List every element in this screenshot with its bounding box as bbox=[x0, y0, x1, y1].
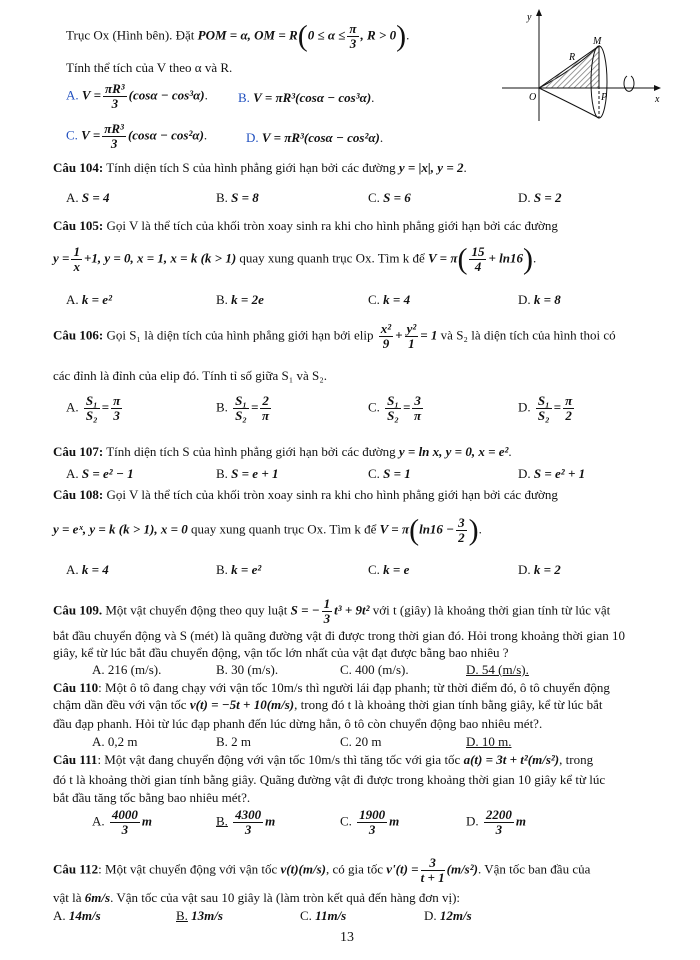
q110-option-b: B. 2 m bbox=[216, 734, 252, 749]
q108-option-c: C. k = e bbox=[368, 562, 410, 577]
q107-option-a: A. S = e² − 1 bbox=[66, 466, 134, 481]
q104-stem: Câu 104: Tính diện tích S của hình phẳng giới hạn bởi các đường y = |x|, y = 2. bbox=[53, 160, 467, 175]
y-axis-arrow-icon bbox=[536, 9, 542, 16]
q106-option-c: C. $\frac{\text{S₁}}{\text{S₂}}$ = $\frac{3}{\pi}$ bbox=[368, 393, 422, 423]
q105-stem-line2: y = $\frac{1}{x}$ +1, y = 0, x = 1, x = k (k > 1) quay xung quanh trục Ox. Tìm k để V = π( $\frac{15}{4}$ + ln16). bbox=[53, 242, 537, 276]
q112-stem-line1: Câu 112: Một vật chuyển động với vận tốc v(t)(m/s), có gia tốc v'(t) = $\frac{3}{t + 1}$ (m/s²). Vận tốc ban đầu của bbox=[53, 855, 591, 885]
q111-stem-line1: Câu 111: Một vật đang chuyển động với vận tốc 10m/s thì tăng tốc với gia tốc a(t) = 3t + t²(m/s²), trong bbox=[53, 752, 594, 767]
q112-option-b: B. 13m/s bbox=[176, 908, 223, 923]
q104-option-b: B. S = 8 bbox=[216, 190, 259, 205]
q110-option-d: D. 10 m. bbox=[466, 734, 512, 749]
q111-option-c: C. $\frac{1900}{3}$ m bbox=[340, 807, 400, 837]
q106-option-d: D. $\frac{\text{S₁}}{\text{S₂}}$ = $\frac{\pi}{2}$ bbox=[518, 393, 573, 423]
q109-option-c: C. 400 (m/s). bbox=[340, 662, 409, 677]
q110-stem-line1: Câu 110: Một ô tô đang chạy với vận tốc 10m/s thì người lái đạp phanh; từ thời điểm đó, ô tô chuyển động bbox=[53, 680, 610, 695]
q110-stem-line2: chậm dần đều với vận tốc v(t) = −5t + 10(m/s), trong đó t là khoảng thời gian tính bằng giây, kể từ lúc bắt bbox=[53, 697, 603, 712]
q105-option-a: A. k = e² bbox=[66, 292, 112, 307]
q105-option-c: C. k = 4 bbox=[368, 292, 411, 307]
q108-stem-line1: Câu 108: Gọi V là thể tích của khối tròn xoay sinh ra khi cho hình phẳng giới hạn bởi các đường bbox=[53, 487, 558, 502]
q106-stem-line1: Câu 106: Gọi S₁ là diện tích của hình phẳng giới hạn bởi elip $\frac{\text{x²}}{9}$ + $\frac{\text{y²}}{1}$ = 1 và S₂ là diện tích của hình thoi có bbox=[53, 321, 616, 351]
q108-stem-line2: y = eˣ, y = k (k > 1), x = 0 quay xung quanh trục Ox. Tìm k để V = π(ln16 − $\frac{3}{2}$ ). bbox=[53, 513, 482, 547]
q109-stem-line2: bắt đầu chuyển động và S (mét) là quãng đường vật đi được trong thời gian đó. Hỏi trong khoảng thời gian 10 bbox=[53, 628, 625, 643]
q111-option-a: A. $\frac{4000}{3}$ m bbox=[92, 807, 153, 837]
q112-option-d: D. 12m/s bbox=[424, 908, 472, 923]
q105-stem-line1: Câu 105: Gọi V là thể tích của khối tròn xoay sinh ra khi cho hình phẳng giới hạn bởi các đường bbox=[53, 218, 558, 233]
q112-stem-line2: vật là 6m/s. Vận tốc của vật sau 10 giây là (làm tròn kết quả đến hàng đơn vị): bbox=[53, 890, 461, 905]
q106-option-b: B. $\frac{\text{S₁}}{\text{S₂}}$ = $\frac{2}{\pi}$ bbox=[216, 393, 270, 423]
q110-option-c: C. 20 m bbox=[340, 734, 382, 749]
q107-option-b: B. S = e + 1 bbox=[216, 466, 279, 481]
svg-text:O: O bbox=[529, 92, 537, 103]
q109-option-a: A. 216 (m/s). bbox=[92, 662, 162, 677]
intro-line1: Trục Ox (Hình bên). Đặt POM = α, OM = R(0 ≤ α ≤ $\frac{\pi}{3}$ , R > 0). bbox=[66, 19, 410, 53]
q111-option-d: D. $\frac{2200}{3}$ m bbox=[466, 807, 527, 837]
q106-stem-line2: các đỉnh là đỉnh của elip đó. Tính tỉ số giữa S₁ và S₂. bbox=[53, 368, 328, 383]
q104-option-a: A. S = 4 bbox=[66, 190, 110, 205]
q110-stem-line3: đầu đạp phanh. Hỏi từ lúc đạp phanh đến lúc dừng hẳn, ô tô còn chuyển động bao nhiêu mét?. bbox=[53, 716, 543, 731]
svg-text:M: M bbox=[593, 36, 602, 47]
svg-text:P: P bbox=[601, 92, 608, 103]
q107-option-d: D. S = e² + 1 bbox=[518, 466, 586, 481]
intro-option-a: A. V = $\frac{\text{πR³}}{3}$ (cosα − cos³α). bbox=[66, 81, 208, 111]
q107-option-c: C. S = 1 bbox=[368, 466, 411, 481]
q106-option-a: A. $\frac{\text{S₁}}{\text{S₂}}$ = $\frac{\pi}{3}$ bbox=[66, 393, 121, 423]
svg-text:y: y bbox=[527, 12, 532, 23]
q104-option-c: C. S = 6 bbox=[368, 190, 411, 205]
intro-option-c: C. V = $\frac{\text{πR³}}{3}$ (cosα − cos²α). bbox=[66, 121, 208, 151]
svg-text:R: R bbox=[569, 52, 576, 63]
q108-option-b: B. k = e² bbox=[216, 562, 262, 577]
q109-stem-line1: Câu 109. Một vật chuyển động theo quy luật S = − $\frac{1}{3}$ t³ + 9t² với t (giây) là khoảng thời gian tính từ lúc vật bbox=[53, 596, 611, 626]
svg-text:x: x bbox=[655, 94, 660, 105]
intro-option-b: B. V = πR³(cosα − cos³α). bbox=[238, 90, 375, 105]
q112-option-c: C. 11m/s bbox=[300, 908, 347, 923]
q104-option-d: D. S = 2 bbox=[518, 190, 562, 205]
intro-line2: Tính thể tích của V theo α và R. bbox=[66, 60, 233, 75]
q108-option-d: D. k = 2 bbox=[518, 562, 561, 577]
q105-option-b: B. k = 2e bbox=[216, 292, 264, 307]
q111-stem-line2: đó t là khoảng thời gian tính bằng giây. Quãng đường vật đi được trong khoảng thời gian 10 giây kể từ lúc bbox=[53, 772, 606, 787]
q109-option-d: D. 54 (m/s). bbox=[466, 662, 529, 677]
q108-option-a: A. k = 4 bbox=[66, 562, 109, 577]
q111-option-b: B. $\frac{4300}{3}$ m bbox=[216, 807, 276, 837]
q112-option-a: A. 14m/s bbox=[53, 908, 101, 923]
page-number: 13 bbox=[340, 930, 354, 945]
x-axis-arrow-icon bbox=[654, 85, 661, 91]
rotation-figure bbox=[497, 6, 667, 126]
q109-option-b: B. 30 (m/s). bbox=[216, 662, 279, 677]
rotation-arrow-icon bbox=[624, 76, 634, 91]
q105-option-d: D. k = 8 bbox=[518, 292, 561, 307]
q109-stem-line3: giây, kể từ lúc bắt đầu chuyển động, vận tốc lớn nhất của vật đạt được bằng bao nhiêu ? bbox=[53, 645, 509, 660]
q110-option-a: A. 0,2 m bbox=[92, 734, 138, 749]
q107-stem: Câu 107: Tính diện tích S của hình phẳng giới hạn bởi các đường y = ln x, y = 0, x = e². bbox=[53, 444, 512, 459]
q111-stem-line3: bắt đầu tăng tốc bằng bao nhiêu mét?. bbox=[53, 790, 251, 805]
intro-option-d: D. V = πR³(cosα − cos²α). bbox=[246, 130, 384, 145]
